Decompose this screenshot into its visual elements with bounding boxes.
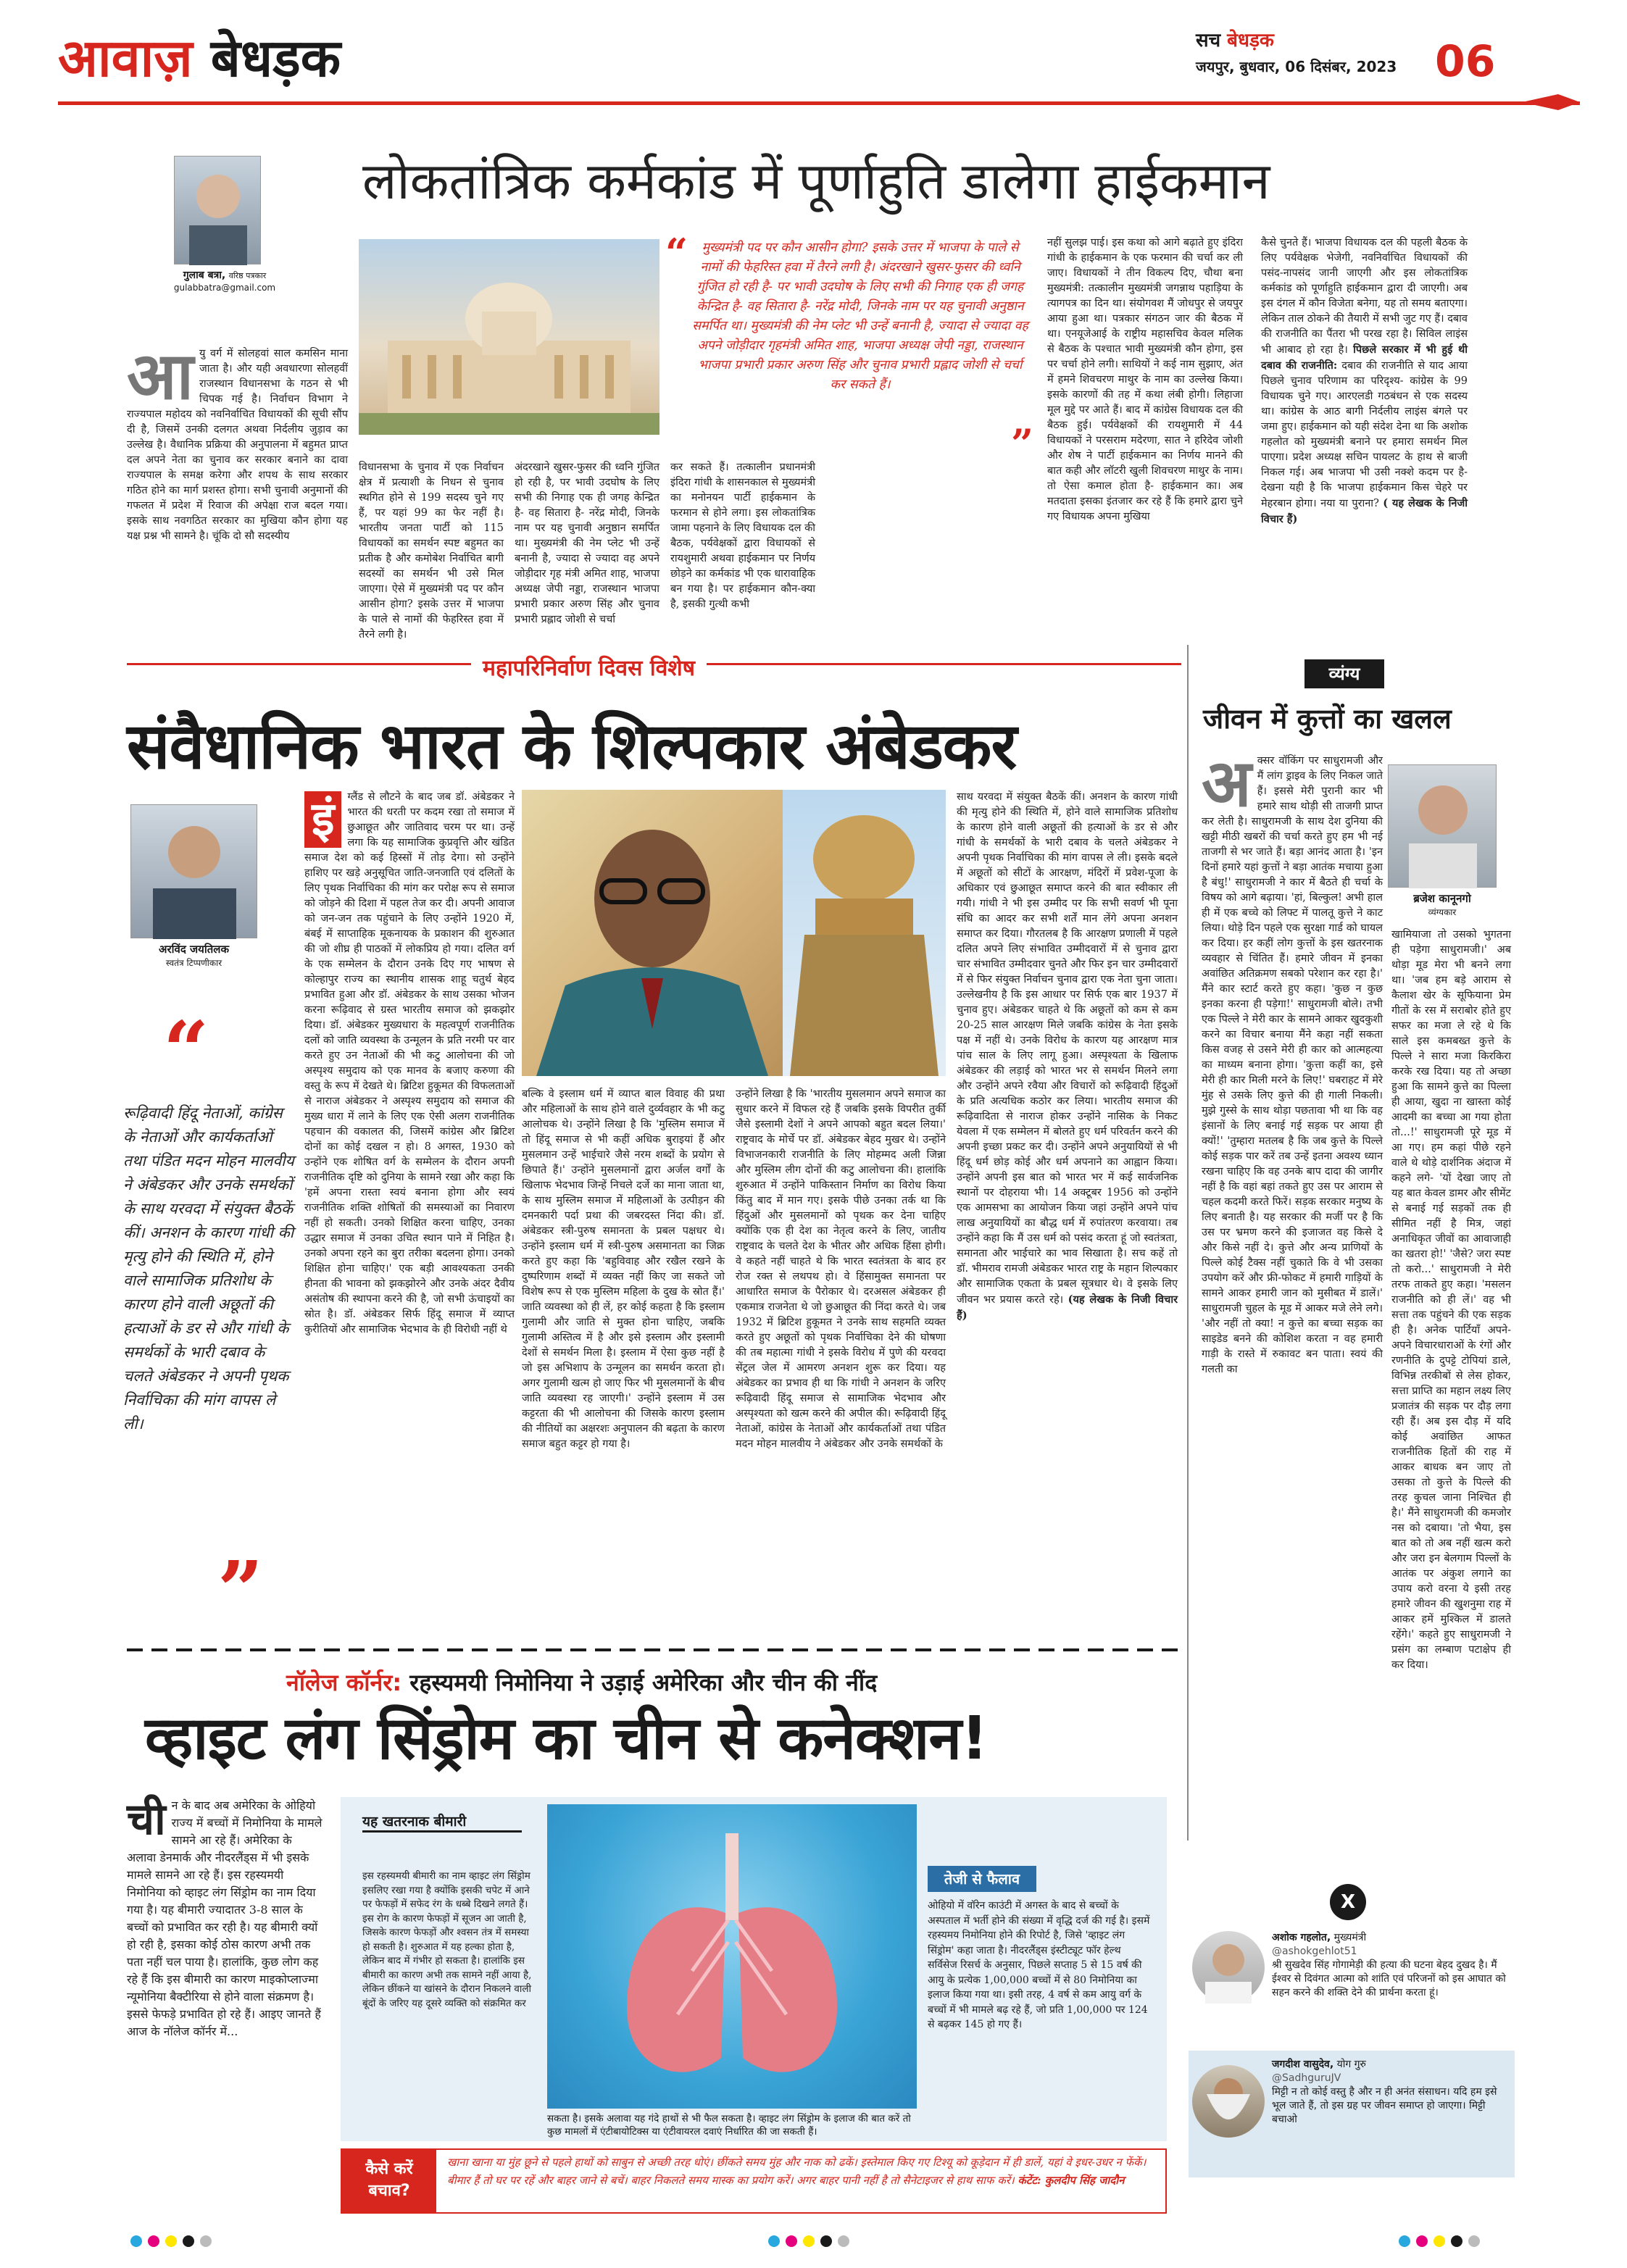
knowledge-kicker: नॉलेज कॉर्नर: xyxy=(286,1669,402,1696)
lead-pullquote: मुख्यमंत्री पद पर कौन आसीन होगा? इसके उत्तर में भाजपा के पाले से नामों की फेहरिस्त हवा में तैरने लगी है। अंदरखाने खुसर-फुसर की ध्वनि गुंजित हो रही है- पर भावी उदघोष के लिए सभी की निगाह एक ही जगह केन्द्रित है- वह सितारा है- नरेंद्र मोदी, जिनके नाम पर यह चुनावी अनुष्ठान समर्पित था। मुख्यमंत्री की नेम प्लेट भी उन्हें बनानी है, ज्यादा से ज्यादा वह अपने जोड़ीदार गृहमंत्री अमित शाह, भाजपा अध्यक्ष जेपी नड्डा, राजस्थान भाजपा प्रभारी प्रकार अरुण सिंह और चुनाव प्रभारी प्रह्लाद जोशी से चर्चा कर सकते हैं। xyxy=(692,241,1028,392)
lead-col-2: विधानसभा के चुनाव में एक निर्वाचन क्षेत्र में प्रत्याशी के निधन से चुनाव स्थगित होने से 199 सदस्य चुने गए हैं, पर यहां 99 का फेर नहीं है। भारतीय जनता पार्टी को 115 विधायकों का समर्थन स्पष्ट बहुमत का प्रतीक है और कमोबेश निर्वाचित बागी सदस्यों का समर्थन भी उसे मिल जाएगा। ऐसे में मुख्यमंत्री पद पर कौन आसीन होगा? इसके उत्तर में भाजपा के पाले से नामों की फेहरिस्त हवा में तैरने लगी है। xyxy=(359,462,504,641)
post1-avatar xyxy=(1192,1931,1265,2004)
ashoka-emblem-icon xyxy=(783,790,946,1076)
lead-dropcap: आ xyxy=(127,338,194,414)
knowledge-headline: व्हाइट लंग सिंड्रोम का चीन से कनेक्शन! xyxy=(145,1704,988,1773)
registration-dot xyxy=(1468,2235,1480,2247)
satire-col-2: खामियाजा तो उसको भुगतना ही पड़ेगा साधुरामजी।' अब थोड़ा मूड मेरा भी बनने लगा था। 'जब हम बड़े आराम से कैलाश खेर के सूफियाना प्रेम गीतों के रस में सराबोर होते हुए सफर का मजा ले रहे थे कि साले इस कमबख्त कुत्ते के पिल्ले ने सारा मजा किरकिरा करके रख दिया। यह तो अच्छा हुआ कि सामने कुत्ते का पिल्ला ही आया, खुदा ना खास्ता कोई आदमी का बच्चा आ गया होता तो...!' साधुरामजी पूरे मूड में आ गए। हम कहां पीछे रहने वाले थे थोड़े दार्शनिक अंदाज में कहने लगे- 'यों देखा जाए तो यह बात केवल डामर और सीमेंट से बनाई गई सड़कों तक ही सीमित नहीं है मित्र, जहां अनाधिकृत जीवों का आवाजाही का खतरा हो!' 'जैसे? जरा स्पष्ट तो करो...' साधुरामजी ने मेरी तरफ ताकते हुए कहा। 'मसलन राजनीति को ही लें।' वह भी सत्ता तक पहुंचने की एक सड़क ही है। अनेक पार्टियाँ अपने-अपने विचारधाराओं के रंगों और रणनीति के दुपट्टे टोपियां डाले, विभिन्न तरकीबों से लेस होकर, सत्ता प्राप्ति का महान लक्ष्य लिए प्रजातंत्र की सड़क पर दौड़ लगा रही हैं। अब इस दौड़ में यदि कोई अवांछित आफत राजनीतिक हितों की राह में आकर बाधक बन जाए तो उसका तो कुत्ते के पिल्ले की तरह कुचल जाना निश्चित ही है।' मैंने साधुरामजी की कमजोर नस को दबाया। 'तो भैया, इस बात को तो अब नहीं खत्म करो और जरा इन बेलगाम पिल्लों के आतंक पर अंकुश लगाने का उपाय करो वरना ये इसी तरह हमारे जीवन की खुशनुमा राह में आकर हमें मुश्किल में डालते रहेंगे।' कहते हुए साधुरामजी ने प्रसंग का लम्बाण पटाक्षेप ही कर दिया। xyxy=(1391,929,1511,1671)
post2: जगदीश वासुदेव, योग गुरु @SadhguruJV मिट्टी न तो कोई वस्तु है और न ही अनंत संसाधन। यदि हम इसे भूल जाते हैं, तो इस ग्रह पर जीवन समाप्त हो जाएगा। मिट्टी बचाओ xyxy=(1272,2059,1497,2125)
page-number: 06 xyxy=(1435,36,1496,87)
ambedkar-author-photo xyxy=(130,804,257,938)
knowledge-kicker-line: नॉलेज कॉर्नर: रहस्यमयी निमोनिया ने उड़ाई अमेरिका और चीन की नींद xyxy=(286,1669,878,1696)
assembly-building-icon xyxy=(359,239,659,435)
lead-col-5: नहीं सुलझ पाई। इस कथा को आगे बढ़ाते हुए इंदिरा गांधी के हाईकमान के एक फरमान की चर्चा कर ली जाए। विधायकों ने तीन विकल्प दिए, चौथा बना मुख्यमंत्री: तत्कालीन मुख्यमंत्री जगन्नाथ पहाड़िया के त्यागपत्र का दिन था। संयोगवश मैं जोधपुर से जयपुर आया हुआ था। पत्रकार संगठन जार की बैठक में था। एनयूजेआई के राष्ट्रीय महासचिव केवल मलिक से बैठक के पश्चात भावी मुख्यमंत्री कौन होगा, इस पर चर्चा होने लगी। साथियों ने कई नाम सुझाए, अंत में हमने शिवचरण माथुर के नाम का उल्लेख किया। इसके कारणों की तह में कथा लंबी होगी। लिहाजा मूल मुद्दे पर आते हैं। बाद में कांग्रेस विधायक दल की बैठक हुई। पर्यवेक्षकों की रायशुमारी में 44 विधायकों ने परसराम मदेरणा, सात ने हरिदेव जोशी और शेष ने पार्टी हाईकमान का निर्णय मानने की बात कही और लॉटरी खुली शिवचरण माथुर के नाम। तो ऐसा कमाल होता है- हाईकमान का। अब मतदाता इसका इंतजार कर रहे हैं कि हमारे द्वारा चुने गए विधायक अपना मुखिया xyxy=(1047,237,1243,522)
registration-dot xyxy=(786,2235,797,2247)
satire-author: ब्रजेश कानूनगो व्यंग्यकार xyxy=(1413,892,1471,917)
how-to-box xyxy=(341,2148,1167,2214)
how-text: खाना खाना या मुंह छूने से पहले हाथों को साबुन से अच्छी तरह धोएं। छींकते समय मुंह और नाक को ढकें। इस्तेमाल किए गए टिश्यू को कूड़ेदान में ही डालें, यहां वे इधर-उधर न फेंकें। बीमार हैं तो घर पर रहें और बाहर जाने से बचें। बाहर निकलते समय मास्क का प्रयोग करें। अगर बाहर पानी नहीं है तो सैनेटाइजर से हाथ साफ करें। कंटेंट: कुलदीप सिंह जादौन xyxy=(447,2156,1147,2187)
logo-part-black: बेधड़क xyxy=(210,28,341,88)
satire-author-photo xyxy=(1388,764,1497,888)
knowledge-dash-rule xyxy=(127,1648,1181,1651)
post2-avatar xyxy=(1192,2065,1265,2138)
registration-dot xyxy=(130,2235,142,2247)
registration-dot xyxy=(1416,2235,1428,2247)
registration-dot xyxy=(838,2235,849,2247)
lungs-icon xyxy=(547,1804,917,2109)
ambedkar-quote-open-icon: “ xyxy=(163,1004,209,1097)
registration-dot xyxy=(1433,2235,1445,2247)
masthead-rule xyxy=(58,101,1580,105)
ambedkar-dropcap: इं xyxy=(304,791,341,848)
lead-col-3: अंदरखाने खुसर-फुसर की ध्वनि गुंजित हो रही है, पर भावी उदघोष के लिए सभी की निगाह एक ही जगह केन्द्रित है- वह सितारा है- नरेंद्र मोदी, जिनके नाम पर यह चुनावी अनुष्ठान समर्पित था। मुख्यमंत्री की नेम प्लेट भी उन्हें बनानी है, ज्यादा से ज्यादा वह अपने जोड़ीदार गृह मंत्री अमित शाह, भाजपा अध्यक्ष जेपी नड्डा, राजस्थान भाजपा प्रभारी प्रकार अरुण सिंह और चुनाव प्रभारी प्रह्लाद जोशी से चर्चा xyxy=(515,462,659,625)
ambedkar-headline: संवैधानिक भारत के शिल्पकार अंबेडकर xyxy=(127,709,1017,783)
ambedkar-emblem-photo xyxy=(783,790,946,1076)
satire-headline: जीवन में कुत्तों का खलल xyxy=(1203,703,1452,735)
social-panel xyxy=(1189,1884,1515,2181)
dateline: जयपुर, बुधवार, 06 दिसंबर, 2023 xyxy=(1196,58,1397,75)
ambedkar-quote-close-icon: ” xyxy=(217,1543,264,1637)
registration-dots-right xyxy=(1399,2235,1486,2250)
registration-dots-left xyxy=(130,2235,217,2250)
spread-title: तेजी से फैलाव xyxy=(928,1866,1036,1892)
registration-dot xyxy=(200,2235,212,2247)
pen-nib-icon xyxy=(1522,91,1580,113)
how-credit: कंटेंट: कुलदीप सिंह जादौन xyxy=(1018,2174,1125,2187)
registration-dot xyxy=(1399,2235,1410,2247)
tagline: सच बेधड़क xyxy=(1196,30,1274,51)
quote-open-icon: “ xyxy=(665,230,688,276)
post2-card xyxy=(1189,2051,1515,2177)
knowledge-dropcap: ची xyxy=(127,1794,166,1845)
ambedkar-disclaimer: (यह लेखक के निजी विचार हैं) xyxy=(957,1293,1178,1322)
masthead xyxy=(58,22,1580,130)
ambedkar-col-2: बल्कि वे इस्लाम धर्म में व्याप्त बाल विवाह की प्रथा और महिलाओं के साथ होने वाले दुर्व्यवहार के भी कटु आलोचक थे। उन्होंने लिखा है कि 'मुस्लिम समाज में तो हिंदू समाज से भी कहीं अधिक बुराइयां हैं और मुसलमान उन्हें भाईचारे जैसे नरम शब्दों के प्रयोग से छिपाते हैं।' उन्होंने मुसलमानों द्वारा अर्जल वर्गों के खिलाफ भेदभाव जिन्हें निचले दर्जे का माना जाता था, के साथ मुस्लिम समाज में महिलाओं के उत्पीड़न की दमनकारी पर्दा प्रथा की जबरदस्त निंदा की। डॉ. अंबेडकर स्त्री-पुरुष समानता के प्रबल पक्षधर थे। उन्होंने इस्लाम धर्म में स्त्री-पुरुष असमानता का जिक्र करते हुए कहा कि 'बहुविवाह और रखैल रखने के दुष्परिणाम शब्दों में व्यक्त नहीं किए जा सकते जो विशेष रूप से एक मुस्लिम महिला के दुख के स्रोत हैं।' जाति व्यवस्था को ही लें, हर कोई कहता है कि इस्लाम गुलामी और जाति से मुक्त होना चाहिए, जबकि गुलामी अस्तित्व में है और इसे इस्लाम और इस्लामी देशों से समर्थन मिला है। इस्लाम में ऐसा कुछ नहीं है जो इस अभिशाप के उन्मूलन का समर्थन करता हो। अगर गुलामी खत्म हो जाए फिर भी मुसलमानों के बीच जाति व्यवस्था रह जाएगी।' उन्होंने इस्लाम में उस कट्टरता की भी आलोचना की जिसके कारण इस्लाम की नीतियों का अक्षरशः अनुपालन की बढ़ता के कारण समाज बहुत कट्टर हो गया है। xyxy=(522,1088,725,1450)
registration-dot xyxy=(768,2235,780,2247)
ambedkar-col-3: उन्होंने लिखा है कि 'भारतीय मुसलमान अपने समाज का सुधार करने में विफल रहे हैं जबकि इसके विपरीत तुर्की जैसे इस्लामी देशों ने अपने आपको बहुत बदल लिया।' राष्ट्रवाद के मोर्चे पर डॉ. अंबेडकर बेहद मुखर थे। उन्होंने विभाजनकारी राजनीति के लिए मोहम्मद अली जिन्ना और मुस्लिम लीग दोनों की कटु आलोचना की। हालांकि शुरुआत में उन्होंने पाकिस्तान निर्माण का विरोध किया किंतु बाद में मान गए। इसके पीछे उनका तर्क था कि हिंदुओं और मुसलमानों को पृथक कर देना चाहिए क्योंकि एक ही देश का नेतृत्व करने के लिए, जातीय राष्ट्रवाद के चलते देश के भीतर और अधिक हिंसा होगी। वे कहते नहीं चाहते थे कि भारत स्वतंत्रता के बाद हर रोज रक्त से लथपथ हो। वे हिंसामुक्त समानता पर आधारित समाज के पैरोकार थे। दरअसल अंबेडकर ही एकमात्र राजनेता थे जो छुआछूत की निंदा करते थे। जब 1932 में ब्रिटिश हुकूमत ने उनके साथ सहमति व्यक्त करते हुए अछूतों को पृथक निर्वाचिका देने की घोषणा की तब महात्मा गांधी ने इसके विरोध में पुणे की यरवदा सेंट्रल जेल में आमरण अनशन शुरू कर दिया। यह अंबेडकर का प्रभाव ही था कि गांधी ने अनशन के जरिए रूढ़िवादी हिंदू समाज से सामाजिक भेदभाव और अस्पृश्यता को खत्म करने की अपील की। रूढ़िवादी हिंदू नेताओं, कांग्रेस के नेताओं और कार्यकर्ताओं तथा पंडित मदन मोहन मालवीय ने अंबेडकर और उनके समर्थकों के xyxy=(736,1088,946,1450)
ambedkar-col-4: साथ यरवदा में संयुक्त बैठकें कीं। अनशन के कारण गांधी की मृत्यु होने की स्थिति में, होने वाले सामाजिक प्रतिशोध के कारण होने वाली अछूतों की हत्याओं के डर से और गांधी के समर्थकों के भारी दबाव के चलते अंबेडकर ने अपनी पृथक निर्वाचिका की मांग वापस ले ली। इसके बदले में अछूतों को सीटों के आरक्षण, मंदिरों में प्रवेश-पूजा के अधिकार एवं छुआछूत समाप्त करने की बात स्वीकार ली गयी। गांधी ने भी इस उम्मीद पर कि सभी सवर्ण भी पूना संधि का आदर कर सभी शर्तें मान लेंगे अपना अनशन समाप्त कर दिया। गौरतलब है कि आरक्षण प्रणाली में पहले दलित अपने लिए संभावित उम्मीदवारों में से चुनाव द्वारा चार संभावित उम्मीदवार चुनते और फिर इन चार उम्मीदवारों में से फिर संयुक्त निर्वाचन चुनाव द्वारा एक नेता चुना जाता। उल्लेखनीय है कि इस आधार पर सिर्फ एक बार 1937 में चुनाव हुए। अंबेडकर चाहते थे कि अछूतों को कम से कम 20-25 साल आरक्षण मिले जबकि कांग्रेस के नेता इसके पक्ष में नहीं थे। उनके विरोध के कारण यह आरक्षण मात्र पांच साल के लिए लागू हुआ। अस्पृश्यता के खिलाफ अंबेडकर की लड़ाई को भारत भर से समर्थन मिलने लगा और उन्होंने अपने रवैया और विचारों को रूढ़िवादी हिंदुओं के प्रति अत्यधिक कठोर कर लिया। भारतीय समाज की रूढ़िवादिता से नाराज होकर उन्होंने नासिक के निकट येवला में एक सम्मेलन में बोलते हुए धर्म परिवर्तन करने की अपनी इच्छा प्रकट कर दी। उन्होंने अपने अनुयायियों से भी हिंदू धर्म छोड़ कोई और धर्म अपनाने का आह्वान किया। उन्होंने अपनी इस बात को भारत भर में कई सार्वजनिक स्थानों पर दोहराया भी। 14 अक्टूबर 1956 को उन्होंने एक आमसभा का आयोजन किया जहां उन्होंने अपने पांच लाख अनुयायियों का बौद्ध धर्म में रुपांतरण करवाया। तब उन्होंने कहा कि मैं उस धर्म को पसंद करता हूं जो स्वतंत्रता, समानता और भाईचारे का भाव सिखाता है। सच कहें तो डॉ. भीमराव रामजी अंबेडकर भारत राष्ट्र के महान शिल्पकार और सामाजिक एकता के प्रबल सूत्रधार थे। वे इसके लिए जीवन भर प्रयास करते रहे। (यह लेखक के निजी विचार हैं) xyxy=(957,791,1178,1322)
lead-col-1: आ यु वर्ग में सोलहवां साल कमसिन माना जाता है। और यही अवधारणा सोलहवीं राजस्थान विधानसभा के गठन से भी चिपक गई है। निर्वाचन विभाग ने राज्यपाल महोदय को नवनिर्वाचित विधायकों की सूची सौंप दी है, जिसमें उनकी दलगत अथवा निर्दलीय जुड़ाव का उल्लेख है। वैधानिक प्रक्रिया की अनुपालना में बहुमत प्राप्त दल अपने नेता का चुनाव कर सरकार बनाने का दावा राज्यपाल के समक्ष करेगा और शपथ के साथ सरकार गठित होने का मार्ग प्रशस्त होगा। सभी चुनावी अनुमानों की गफलत में प्रदेश में रिवाज की अपेक्षा राज बदल गया। इसके साथ नवगठित सरकार का मुखिया कौन होगा यह यक्ष प्रश्न भी सामने है। चूंकि दो सौ सदस्यीय xyxy=(127,338,348,542)
registration-dot xyxy=(820,2235,832,2247)
registration-dot xyxy=(148,2235,159,2247)
ambedkar-author: अरविंद जयतिलक स्वतंत्र टिप्पणीकार xyxy=(159,943,229,968)
lead-photo-assembly xyxy=(359,239,659,435)
lead-col-4: कर सकते हैं। तत्कालीन प्रधानमंत्री इंदिरा गांधी के शासनकाल से मुख्यमंत्री का मनोनयन पार्टी हाईकमान के फरमान से होने लगा। इस लोकतांत्रिक जामा पहनाने के लिए विधायक दल की बैठक, पर्यवेक्षकों द्वारा विधायकों से रायशुमारी अथवा हाईकमान पर निर्णय छोड़ने का कर्मकांड भी एक धारावाहिक बन गया है। पर हाईकमान कौन-क्या है, इसकी गुत्थी कभी xyxy=(670,462,815,610)
lungs-illustration xyxy=(547,1804,917,2109)
lungs-caption: सकता है। इसके अलावा यह गंदे हाथों से भी फैल सकता है। व्हाइट लंग सिंड्रोम के इलाज की बात करें तो कुछ मामलों में एंटीबायोटिक्स या एंटीवायरल दवाएं निर्धारित की जा सकती हैं। xyxy=(547,2113,911,2138)
registration-dot xyxy=(803,2235,815,2247)
registration-dot xyxy=(183,2235,194,2247)
post1: अशोक गहलोत, मुख्यमंत्री @ashokgehlot51 श्री सुखदेव सिंह गोगामेड़ी की हत्या की घटना बेहद दुखद है। मैं ईश्वर से दिवंगत आत्मा को शांति एवं परिजनों को इस आघात को सहन करने की शक्ति देने की प्रार्थना करता हूं। xyxy=(1272,1932,1506,1998)
lead-author-photo xyxy=(174,156,261,264)
logo-part-red: आवाज़ xyxy=(58,28,193,88)
x-logo-icon: X xyxy=(1330,1884,1366,1920)
ambedkar-col-1: इं ग्लैंड से लौटने के बाद जब डॉ. अंबेडकर ने भारत की धरती पर कदम रखा तो समाज में छुआछूत और जातिवाद चरम पर था। उन्हें लगा कि यह सामाजिक कुप्रवृत्ति और खंडित समाज देश को कई हिस्सों में तोड़ देगा। सो उन्होंने हाशिए पर खड़े अनुसूचित जाति-जनजाति एवं दलितों के लिए पृथक निर्वाचिका की मांग कर परोक्ष रूप से समाज को जोड़ने की दिशा में पहल तेज कर दी। अपनी आवाज को जन-जन तक पहुंचाने के लिए उन्होंने 1920 में, बंबई में साप्ताहिक मूकनायक के प्रकाशन की शुरुआत की जो शीघ्र ही पाठकों में लोकप्रिय हो गया। दलित वर्ग के एक सम्मेलन के दौरान उनके दिए गए भाषण से कोल्हापुर राज्य का स्थानीय शासक शाहू चतुर्थ बेहद प्रभावित हुआ और डॉ. अंबेडकर के साथ उसका भोजन करना रूढ़िवाद से ग्रस्त भारतीय समाज को झकझोर दिया। डॉ. अंबेडकर मुख्यधारा के महत्वपूर्ण राजनीतिक दलों को जाति व्यवस्था के उन्मूलन के प्रति नरमी पर वार करते हुए उन नेताओं की भी कटु आलोचना की जो अस्पृश्य समुदाय को एक मानव के बजाए करुणा की वस्तु के रूप में देखते थे। ब्रिटिश हुकूमत की विफलताओं से नाराज अंबेडकर ने अस्पृश्य समुदाय को समाज की मुख्य धारा में लाने के लिए एक ऐसी अलग राजनीतिक पहचान की वकालत की, जिसमें कांग्रेस और ब्रिटिश दोनों का कोई दखल न हो। 8 अगस्त, 1930 को उन्होंने एक शोषित वर्ग के सम्मेलन के दौरान अपनी राजनीतिक दृष्टि को दुनिया के सामने रखा और कहा कि 'हमें अपना रास्ता स्वयं बनाना होगा और स्वयं राजनीतिक शक्ति शोषितों की समस्याओं का निवारण नहीं हो सकती। उनको शिक्षित करना चाहिए, उनका उद्धार समाज में उनका उचित स्थान पाने में निहित है। उनको अपना रहने का बुरा तरीका बदलना होगा। उनको शिक्षित होना चाहिए।' एक बड़ी आवश्यकता उनकी हीनता की भावना को झकझोरने और उनके अंदर दैवीय असंतोष की स्थापना करने की है, जो सभी ऊंचाइयों का स्रोत है। डॉ. अंबेडकर सिर्फ हिंदू समाज में व्याप्त कुरीतियों और सामाजिक भेदभाव के ही विरोधी नहीं थे xyxy=(304,791,515,1335)
ambedkar-portrait-photo xyxy=(522,790,783,1076)
box-title: यह खतरनाक बीमारी xyxy=(362,1813,522,1833)
satire-kicker: व्यंग्य xyxy=(1304,659,1384,688)
box-text: इस रहस्यमयी बीमारी का नाम व्हाइट लंग सिंड्रोम इसलिए रखा गया है क्योंकि इसकी चपेट में आने पर फेफड़ों में सफेद रंग के धब्बे दिखने लगते हैं। इस रोग के कारण फेफड़ों में सूजन आ जाती है, जिसके कारण फेफड़ों और श्वसन तंत्र में समस्या हो सकती है। शुरुआत में यह हल्का होता है, लेकिन बाद में गंभीर हो सकता है। हालांकि इस बीमारी का कारण अभी तक सामने नहीं आया है, लेकिन छींकने या खांसने के दौरान निकलने वाली बूंदों के जरिए यह दूसरे व्यक्ति को संक्रमित कर xyxy=(362,1870,532,2009)
lead-headline: लोकतांत्रिक कर्मकांड में पूर्णाहुति डालेगा हाईकमान xyxy=(362,151,1270,211)
registration-dot xyxy=(165,2235,177,2247)
spread-text: ओहियो में वॉरेन काउंटी में अगस्त के बाद से बच्चों के अस्पताल में भर्ती होने की संख्या में वृद्धि दर्ज की गई है। इसमें रहस्यमय निमोनिया होने की रिपोर्ट है, जिसे 'व्हाइट लंग सिंड्रोम' कहा जाता है। नीदरलैंड्स इंस्टीट्यूट फॉर हेल्थ सर्विसेज रिसर्च के अनुसार, पिछले सप्ताह 5 से 15 वर्ष की आयु के प्रत्येक 1,00,000 बच्चों में से 80 निमोनिया का इलाज किया गया था। इसी तरह, 4 वर्ष से कम आयु वर्ग के बच्चों में भी मामले बढ़ रहे हैं, जो प्रति 1,00,000 पर 124 से बढ़कर 145 हो गए हैं। xyxy=(928,1900,1150,2030)
registration-dot xyxy=(1451,2235,1462,2247)
how-label: कैसे करें बचाव? xyxy=(342,2150,436,2212)
lead-author: गुलाब बत्रा, वरिष्ठ पत्रकार gulabbatra@gmail.com xyxy=(173,270,276,293)
lead-disclaimer: ( यह लेखक के निजी विचार हैं) xyxy=(1261,497,1468,525)
ambedkar-pullquote: रूढ़िवादी हिंदू नेताओं, कांग्रेस के नेताओं और कार्यकर्ताओं तथा पंडित मदन मोहन मालवीय ने अंबेडकर और उनके समर्थकों के साथ यरवदा में संयुक्त बैठकें कीं। अनशन के कारण गांधी की मृत्यु होने की स्थिति में, होने वाले सामाजिक प्रतिशोध के कारण होने वाली अछूतों की हत्याओं के डर से और गांधी के समर्थकों के भारी दबाव के चलते अंबेडकर ने अपनी पृथक निर्वाचिका की मांग वापस ले ली। xyxy=(123,1104,294,1433)
lead-subhead: पिछले सरकार में भी हुई थी दबाव की राजनीति: xyxy=(1261,343,1468,372)
knowledge-col-1: ची न के बाद अब अमेरिका के ओहियो राज्य में बच्चों में निमोनिया के मामले सामने आ रहे हैं। अमेरिका के अलावा डेनमार्क और नीदरलैंड्स में भी इसके मामले सामने आ रहे हैं। इस रहस्यमयी निमोनिया को व्हाइट लंग सिंड्रोम का नाम दिया गया है। यह बीमारी ज्यादातर 3-8 साल के बच्चों को प्रभावित कर रही है। यह बीमारी क्यों हो रही है, इसका कोई ठोस कारण अभी तक पता नहीं चल पाया है। हालांकि, कुछ लोग कह रहे हैं कि इस बीमारी का कारण माइकोप्लाज्मा न्यूमोनिया बैक्टीरिया से होने वाला संक्रमण है। इससे फेफड़े प्रभावित हो रहे हैं। आइए जानते हैं आज के नॉलेज कॉर्नर में... xyxy=(127,1794,323,2038)
column-divider xyxy=(1187,645,1189,1840)
satire-col-1: अ क्सर वॉकिंग पर साधुरामजी और मैं लांग ड्राइव के लिए निकल जाते हैं। इससे मेरी पुरानी कार भी हमारे साथ थोड़ी सी ताजगी प्राप्त कर लेती है। साधुरामजी के साथ देश दुनिया की खट्टी मीठी खबरों की चर्चा करते हुए हम भी नई ताजगी से भर जाते हैं। बड़ा आनंद आता है। 'इन दिनों हमारे यहां कुत्तों ने बड़ा आतंक मचाया हुआ है बंधु!' साधुरामजी ने कार में बैठते ही चर्चा के विषय को आगे बढ़ाया। 'हां, बिल्कुल! अभी हाल ही में एक बच्चे को लिफ्ट में पालतू कुत्ते ने काट लिया। थोड़े दिन पहले एक सुरक्षा गार्ड को घायल कर दिया। हर कहीं लोग कुत्तों के इस खतरनाक व्यवहार से चिंतित हैं। हमारे जीवन में इनका अवांछित अतिक्रमण सबको परेशान कर रहा है।' मैंने कार स्टार्ट करते हुए कहा। 'कुछ न कुछ इनका करना ही पड़ेगा!' साधुरामजी बोले। तभी एक पिल्ले ने मेरी कार के सामने आकर खुदकुशी करने का विचार बनाया मैंने कहा नहीं सकता किस वजह से उसने मेरी ही कार को आत्महत्या का माध्यम बनाना होगा। 'कुत्ता कहीं का, इसे मेरी ही कार मिली मरने के लिए!' घबराहट में मेरे मुंह से उसके लिए कुत्ते की ही गाली निकली। मुझे गुस्से के साथ थोड़ा पछतावा भी था कि वह इंसानों के लिए बनाई गई सड़क पर आया ही क्यों!' 'तुम्हारा मतलब है कि जब कुत्ते के पिल्ले कोई सड़क पार करें तब उन्हें इतना अवश्य ध्यान रखना चाहिए कि वह उनके बाप दादा की जागीर नहीं है कि वहां बहां तकते हुए उस पर आराम से चहल कदमी करते फिरें। सड़क सरकार मनुष्य के लिए बनाती है। यह सरकार की मर्जी पर है कि उस पर भ्रमण करने की इजाजत वह किसे दे और किसे नहीं दे। कुत्ते और अन्य प्राणियों के पिल्ले कोई टैक्स नहीं चुकाते कि वे भी उसका उपयोग करें और फ्री-फोकट में हमारी गाड़ियों के सामने आकर हमारी जान को मुसीबत में डालें।' साधुरामजी चुहल के मूड में आकर मजे लेने लगे। 'और नहीं तो क्या! न कुत्ते का बच्चा सड़क का साइडेड बनने की कोशिश करता न वह हमारी गाड़ी के रास्ते में रुकावट बन पाता। स्वयं की गलती का xyxy=(1202,745,1383,1375)
satire-dropcap: अ xyxy=(1202,745,1252,822)
lead-pullquote-box xyxy=(665,230,1036,467)
quote-close-icon: ” xyxy=(1011,420,1034,467)
ambedkar-kicker: महापरिनिर्वाण दिवस विशेष xyxy=(471,652,707,682)
knowledge-panel xyxy=(341,1797,1167,2141)
lead-col-6: कैसे चुनते हैं। भाजपा विधायक दल की पहली बैठक के लिए पर्यवेक्षक भेजेगी, नवनिर्वाचित विधायकों की पसंद-नापसंद जानी जाएगी और इस लोकतांत्रिक कर्मकांड को पूर्णाहुति हाईकमान द्वारा दी जाएगी। अब इस दंगल में कौन विजेता बनेगा, यह तो समय बताएगा। लेकिन ताल ठोकने की तैयारी में सभी जुट गए हैं। दबाव की राजनीति का पैंतरा भी परख रहा है। सिविल लाइंस भी आबाद हो रहा है। पिछले सरकार में भी हुई थी दबाव की राजनीति: दबाव की राजनीति से याद आया पिछले चुनाव परिणाम का परिदृश्य- कांग्रेस के 99 विधायक चुने गए। आरएलडी गठबंधन से एक सदस्य था। कांग्रेस के आठ बागी निर्दलीय लाइंस बंगले पर जमा हुए। हाईकमान को यही संदेश देना था कि अशोक गहलोत को मुख्यमंत्री बनाने पर हमारा समर्थन मिल पाएगा। प्रदेश अध्यक्ष सचिन पायलट के हाथ से बाजी निकल गई। अब भाजपा भी उसी नक्शे कदम पर है- देखना यही है कि भाजपा हाईकमान किस चेहरे पर मेहरबान होगा। नया या पुराना? ( यह लेखक के निजी विचार हैं) xyxy=(1261,237,1468,525)
registration-dots-mid xyxy=(768,2235,855,2250)
logo xyxy=(58,22,341,94)
